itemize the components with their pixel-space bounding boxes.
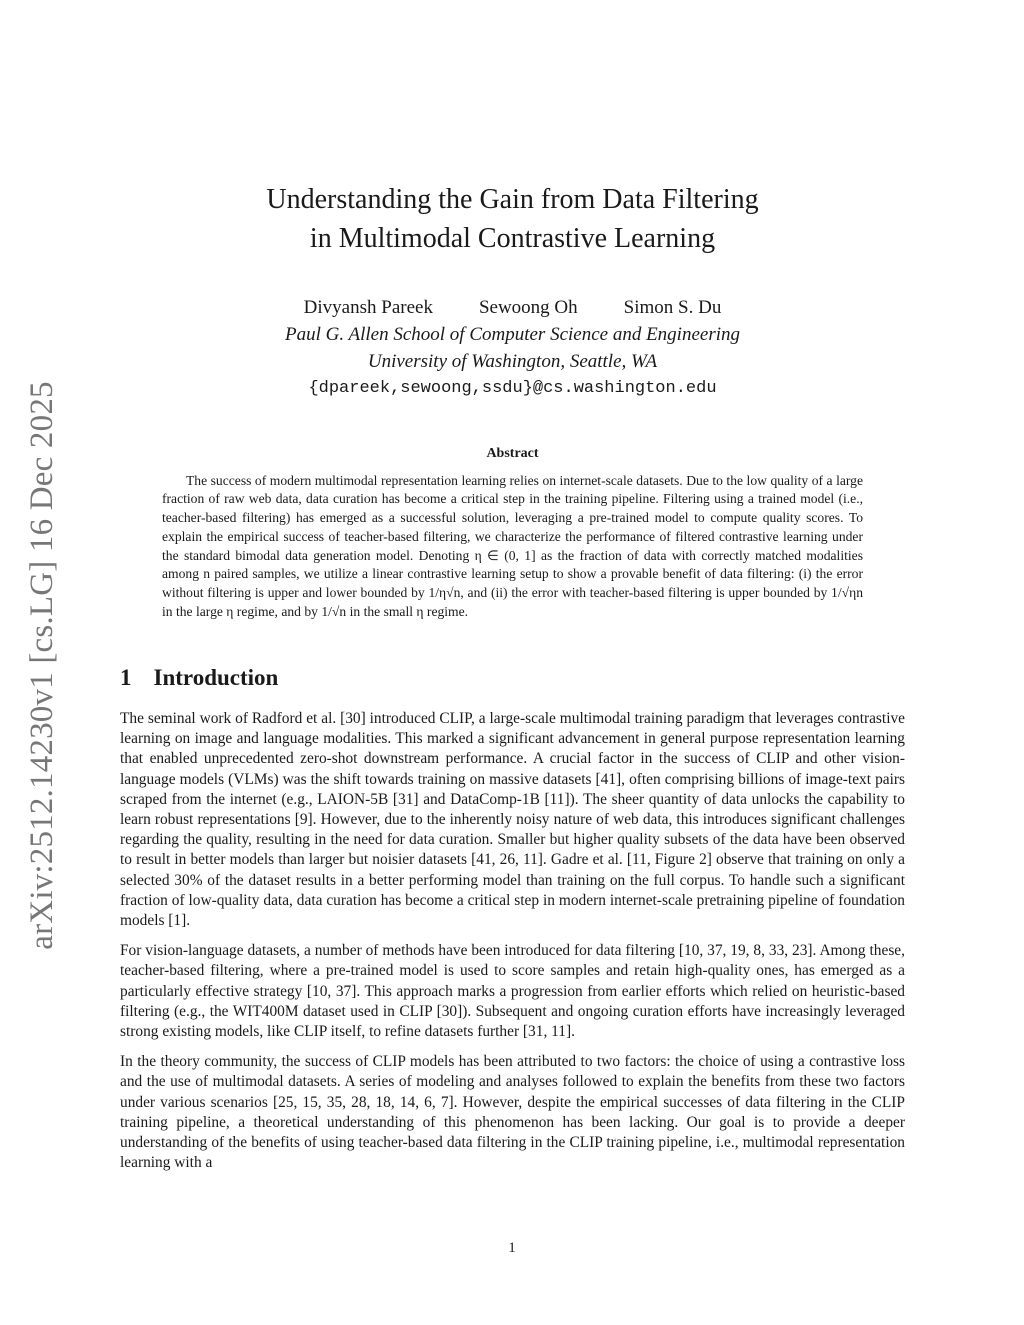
author-list — [120, 294, 905, 321]
paragraph: For vision-language datasets, a number of methods have been introduced for data filtering [10, 37, 19, 8, 33, 23]. Among these, teacher-based filtering, where a pre-trained model is used to score samples and retain high-quality ones, has emerged as a particularly effective strategy [10, 37]. This approach marks a progression from earlier efforts which relied on heuristic-based filtering (e.g., the WIT400M dataset used in CLIP [30]). Subsequent and ongoing curation efforts have increasingly leveraged strong existing models, like CLIP itself, to refine datasets further [31, 11]. — [120, 942, 905, 1041]
author-block — [120, 294, 905, 402]
affiliation-line-1: Paul G. Allen School of Computer Science and Engineering — [284, 324, 741, 345]
affiliation-line-2: University of Washington, Seattle, WA — [367, 351, 658, 372]
arxiv-sidebar-stamp — [15, 370, 69, 960]
paper-title — [120, 180, 905, 258]
abstract-text: The success of modern multimodal representation learning relies on internet-scale datasets. Due to the low quality of a large fraction of raw web data, data curation has become a critical step in the training pipeline. Filtering using a trained model (i.e., teacher-based filtering) has emerged as a successful solution, leveraging a pre-trained model to compute quality scores. To explain the empirical success of teacher-based filtering, we characterize the performance of filtered contrastive learning under the standard bimodal data generation model. Denoting η ∈ (0, 1] as the fraction of data with correctly matched modalities among n paired samples, we utilize a linear contrastive learning setup to show a provable benefit of data filtering: (i) the error without filtering is upper and lower bounded by 1/η√n, and (ii) the error with teacher-based filtering is upper bounded by 1/√ηn in the large η regime, and by 1/√n in the small η regime. — [162, 472, 863, 619]
arxiv-identifier: arXiv:2512.14230v1 [cs.LG] 16 Dec 2025 — [23, 380, 60, 950]
section-number: 1 — [120, 665, 132, 690]
paragraph: In the theory community, the success of CLIP models has been attributed to two factors: the choice of using a contrastive loss and the use of multimodal datasets. A series of modeling and analyses followed to explain the benefits from these two factors under various scenarios [25, 15, 35, 28, 18, 14, 6, 7]. However, despite the empirical successes of data filtering in the CLIP training pipeline, a theoretical understanding of this phenomenon has been lacking. Our goal is to provide a deeper understanding of the benefits of using teacher-based data filtering in the CLIP training pipeline, i.e., multimodal representation learning with a — [120, 1053, 905, 1172]
introduction-body — [120, 709, 905, 1183]
section-title: Introduction — [153, 665, 279, 690]
author-email: {dpareek,sewoong,ssdu}@cs.washington.edu — [308, 379, 717, 398]
author-name: Divyansh Pareek — [303, 297, 433, 318]
paragraph: The seminal work of Radford et al. [30] introduced CLIP, a large-scale multimodal training paradigm that leverages contrastive learning on image and language modalities. This marked a significant advancement in general purpose representation learning that enabled unprecedented zero-shot downstream performance. A crucial factor in the success of CLIP and other vision-language models (VLMs) was the shift towards training on massive datasets [41], often comprising billions of image-text pairs scraped from the internet (e.g., LAION-5B [31] and DataComp-1B [11]). The sheer quantity of data unlocks the capability to learn robust representations [9]. However, due to the inherently noisy nature of web data, this introduces significant challenges regarding the quality, resulting in the need for data curation. Smaller but higher quality subsets of the data have been observed to result in better models than larger but noisier datasets [41, 26, 11]. Gadre et al. [11, Figure 2] observe that training on only a selected 30% of the dataset results in a better performing model than training on the full corpus. To handle such a significant fraction of low-quality data, data curation has become a critical step in modern internet-scale pretraining pipeline of foundation models [1]. — [120, 710, 905, 930]
abstract-section — [162, 445, 863, 621]
abstract-heading: Abstract — [486, 446, 539, 461]
page-number: 1 — [508, 1240, 516, 1256]
author-name: Sewoong Oh — [478, 297, 578, 318]
title-line-1: Understanding the Gain from Data Filtering — [266, 184, 759, 215]
title-line-2: in Multimodal Contrastive Learning — [309, 223, 716, 254]
section-heading — [120, 665, 278, 691]
author-name: Simon S. Du — [623, 297, 722, 318]
